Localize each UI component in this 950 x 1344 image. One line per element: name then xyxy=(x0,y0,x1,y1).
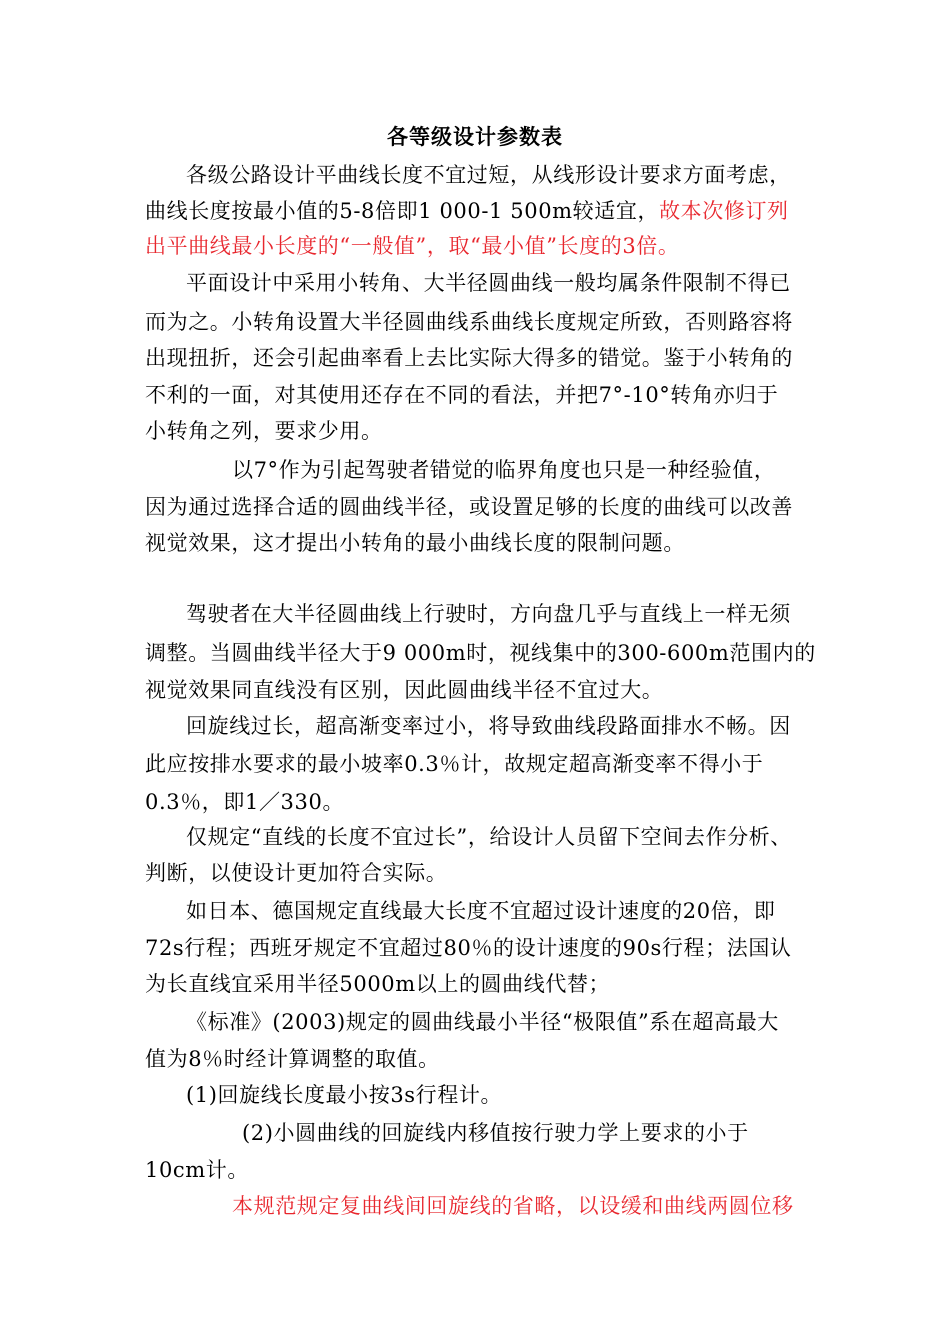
text-run: 仅规定“直线的长度不宜过长”，给设计人员留下空间去作分析、 xyxy=(186,825,792,849)
text-run: 10cm计。 xyxy=(145,1158,249,1182)
text-run: 平面设计中采用小转角、大半径圆曲线一般均属条件限制不得已 xyxy=(186,271,791,295)
list-item xyxy=(242,1116,749,1150)
paragraph-line xyxy=(145,747,763,781)
paragraph-line-highlighted xyxy=(232,1189,794,1223)
paragraph-line xyxy=(145,856,447,890)
paragraph-line xyxy=(145,490,793,524)
paragraph-line xyxy=(145,378,778,412)
text-run: 回旋线过长，超高渐变率过小，将导致曲线段路面排水不畅。因 xyxy=(186,714,791,738)
paragraph-line xyxy=(145,305,793,339)
text-run: 驾驶者在大半径圆曲线上行驶时，方向盘几乎与直线上一样无须 xyxy=(186,602,791,626)
paragraph-line xyxy=(145,414,383,448)
text-run: 各级公路设计平曲线长度不宜过短，从线形设计要求方面考虑， xyxy=(186,163,791,187)
paragraph-line xyxy=(186,820,792,854)
text-run: 而为之。小转角设置大半径圆曲线系曲线长度规定所致，否则路容将 xyxy=(145,310,793,334)
text-run: 不利的一面，对其使用还存在不同的看法，并把7°-10°转角亦归于 xyxy=(145,383,779,407)
text-run: 因为通过选择合适的圆曲线半径，或设置足够的长度的曲线可以改善 xyxy=(145,495,793,519)
paragraph-line xyxy=(145,785,344,819)
paragraph-line xyxy=(145,341,793,375)
text-run: 以7°作为引起驾驶者错觉的临界角度也只是一种经验值， xyxy=(232,458,776,482)
text-run: 此应按排水要求的最小坡率0.3％计，故规定超高渐变率不得小于 xyxy=(145,752,764,776)
text-run: 调整。当圆曲线半径大于9 000m时，视线集中的300-600m范围内的 xyxy=(145,641,816,665)
paragraph-line xyxy=(145,636,816,670)
list-item xyxy=(186,1078,502,1112)
text-run: 视觉效果，这才提出小转角的最小曲线长度的限制问题。 xyxy=(145,531,685,555)
paragraph-line xyxy=(186,894,776,928)
paragraph-line xyxy=(186,266,791,300)
paragraph-line xyxy=(145,673,663,707)
paragraph-line xyxy=(186,1005,779,1039)
text-run: (1)回旋线长度最小按3s行程计。 xyxy=(186,1083,503,1107)
text-run: 为长直线宜采用半径5000m以上的圆曲线代替； xyxy=(145,972,611,996)
paragraph-line xyxy=(145,1042,440,1076)
text-run: (2)小圆曲线的回旋线内移值按行驶力学上要求的小于 xyxy=(242,1121,749,1145)
paragraph-line xyxy=(232,453,775,487)
text-run: 出现扭折，还会引起曲率看上去比实际大得多的错觉。鉴于小转角的 xyxy=(145,346,793,370)
paragraph-line-highlighted xyxy=(145,229,680,263)
paragraph-line xyxy=(186,158,791,192)
text-run: 判断，以使设计更加符合实际。 xyxy=(145,861,448,885)
text-run: 值为8％时经计算调整的取值。 xyxy=(145,1047,440,1071)
paragraph-line xyxy=(186,709,791,743)
paragraph-line xyxy=(145,1153,249,1187)
paragraph-line xyxy=(186,597,791,631)
highlighted-text-run: 本规范规定复曲线间回旋线的省略，以设缓和曲线两圆位移 xyxy=(232,1194,794,1218)
text-run: 如日本、德国规定直线最大长度不宜超过设计速度的20倍，即 xyxy=(186,899,776,923)
highlighted-text-run: 出平曲线最小长度的“一般值”，取“最小值”长度的3倍。 xyxy=(145,234,680,258)
text-run: 《标准》(2003)规定的圆曲线最小半径“极限值”系在超高最大 xyxy=(186,1010,779,1034)
document-title: 各等级设计参数表 xyxy=(387,124,563,149)
highlighted-text-run: 故本次修订列 xyxy=(659,199,789,223)
paragraph-line xyxy=(145,526,685,560)
text-run: 小转角之列，要求少用。 xyxy=(145,419,383,443)
text-run: 视觉效果同直线没有区别，因此圆曲线半径不宜过大。 xyxy=(145,678,664,702)
text-run: 曲线长度按最小值的5-8倍即1 000-1 500m较适宜， xyxy=(145,199,660,223)
text-run: 72s行程；西班牙规定不宜超过80％的设计速度的90s行程；法国认 xyxy=(145,936,792,960)
paragraph-line xyxy=(145,194,789,228)
paragraph-line xyxy=(145,967,610,1001)
paragraph-line xyxy=(145,931,792,965)
text-run: 0.3％，即1／330。 xyxy=(145,790,345,814)
